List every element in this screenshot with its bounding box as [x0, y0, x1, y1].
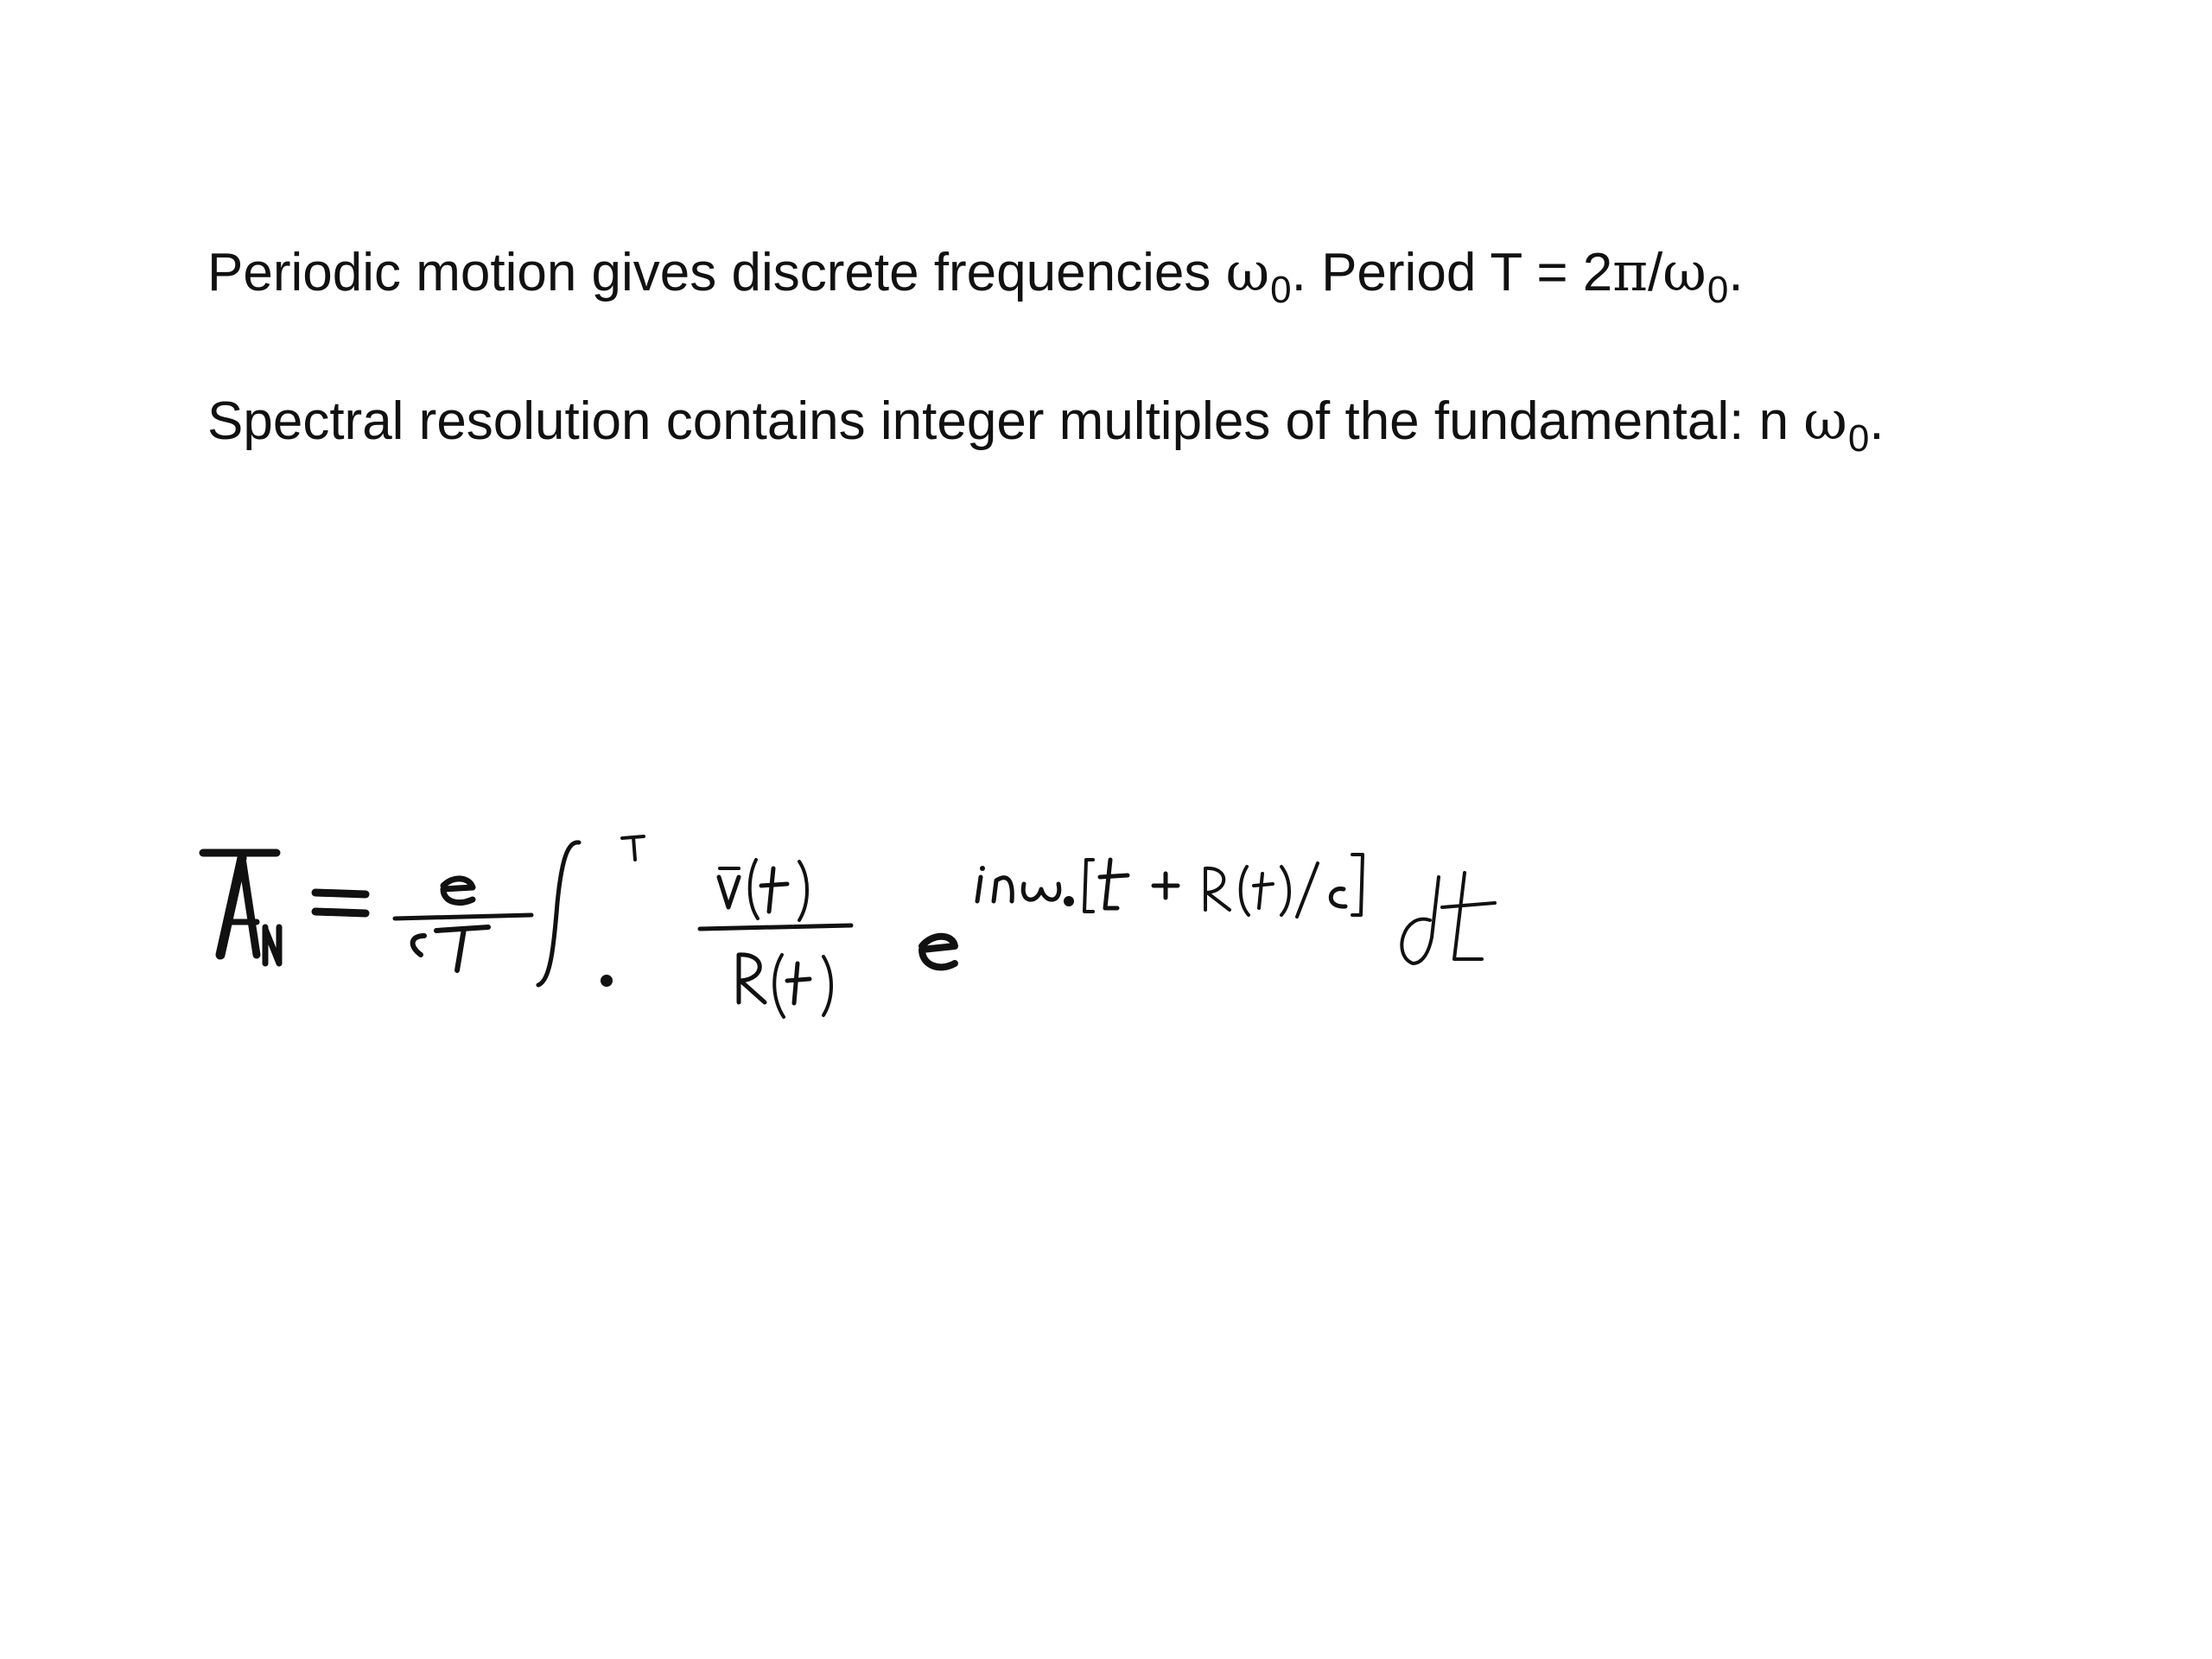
line2-text-a: Spectral resolution contains integer multiples of the fundamental: n — [207, 391, 1804, 451]
line1-text-d: . — [1728, 243, 1744, 302]
text-line-periodic-motion — [207, 240, 1744, 311]
line2-text-b: . — [1869, 391, 1885, 451]
text-line-spectral-resolution — [207, 389, 1885, 460]
omega-symbol-3: ω — [1803, 389, 1847, 452]
line1-text-c: / — [1648, 243, 1663, 302]
handwritten-equation-drawing — [194, 825, 1715, 1076]
omega-subscript-2: 0 — [1707, 269, 1729, 311]
omega-subscript-3: 0 — [1847, 417, 1870, 460]
omega-subscript: 0 — [1270, 269, 1292, 311]
omega-symbol: ω — [1225, 240, 1270, 303]
omega-symbol-2: ω — [1662, 240, 1707, 303]
pi-symbol: π — [1612, 240, 1649, 303]
line1-text-b: . Period T = 2 — [1291, 243, 1613, 302]
handwritten-equation — [194, 825, 1715, 1076]
line1-text-a: Periodic motion gives discrete frequencies — [207, 243, 1226, 302]
